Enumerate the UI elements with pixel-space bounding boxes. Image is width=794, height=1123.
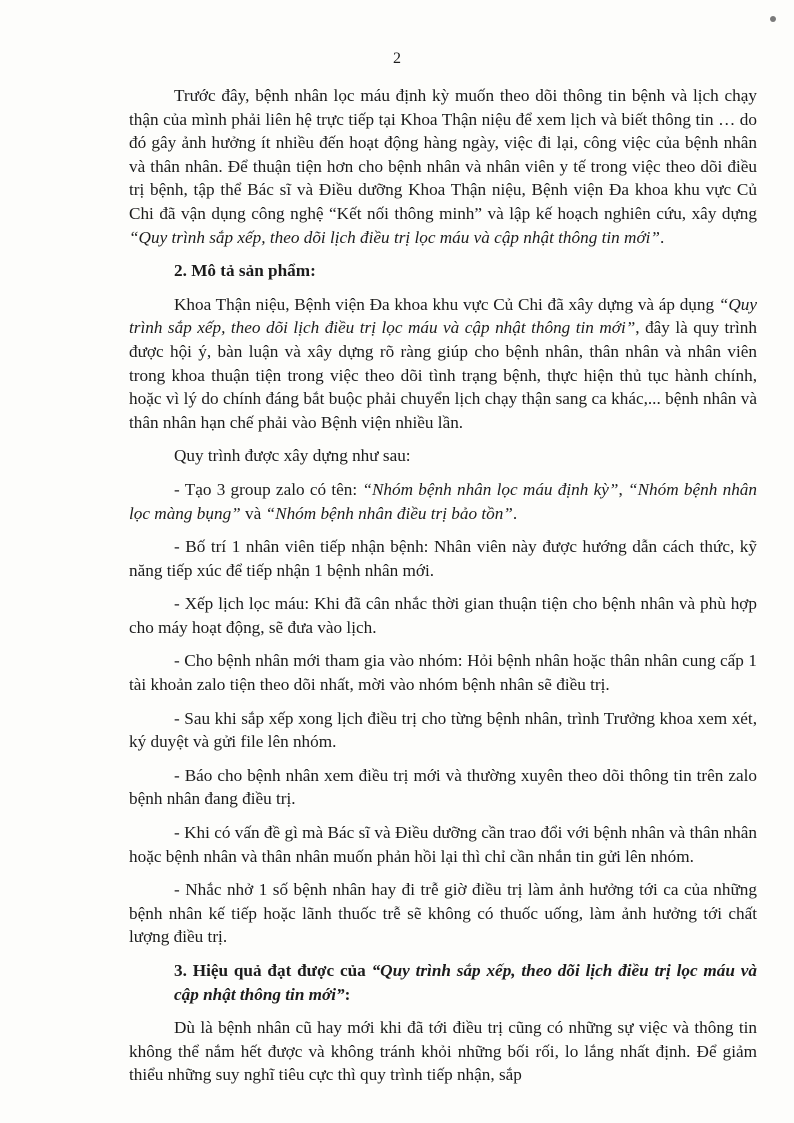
- intro-paragraph: Trước đây, bệnh nhân lọc máu định kỳ muốn theo dõi thông tin bệnh và lịch chạy thận của mình phải liên hệ trực tiếp tại Khoa Thận niệu để xem lịch và biết thông tin … do đó gây ảnh hưởng ít nhiều đến hoạt động hàng ngày, việc đi lại, công việc của bệnh nhân và thân nhân. Để thuận tiện hơn cho bệnh nhân và nhân viên y tế trong việc theo dõi điều trị bệnh, tập thể Bác sĩ và Điều dưỡng Khoa Thận niệu, Bệnh viện Đa khoa khu vực Củ Chi đã vận dụng công nghệ “Kết nối thông minh” và lập kế hoạch nghiên cứu, xây dựng “Quy trình sắp xếp, theo dõi lịch điều trị lọc máu và cập nhật thông tin mới”.: [129, 86, 757, 247]
- section-heading-product-description: 2. Mô tả sản phẩm:: [174, 261, 316, 281]
- step-create-groups: - Tạo 3 group zalo có tên: “Nhóm bệnh nhân lọc máu định kỳ”, “Nhóm bệnh nhân lọc màng bụng” và “Nhóm bệnh nhân điều trị bảo tồn”.: [129, 479, 757, 523]
- step-remind-patients: - Nhắc nhở 1 số bệnh nhân hay đi trễ giờ điều trị làm ảnh hưởng tới ca của những bệnh nhân kế tiếp hoặc lãnh thuốc trễ sẽ không có thuốc uống, làm ảnh hưởng tới chất lượng điều trị.: [129, 880, 757, 947]
- process-intro: Quy trình được xây dựng như sau:: [174, 446, 411, 466]
- step-assign-staff: - Bố trí 1 nhân viên tiếp nhận bệnh: Nhân viên này được hướng dẫn cách thức, kỹ năng tiếp xúc để tiếp nhận 1 bệnh nhân mới.: [129, 537, 757, 580]
- results-paragraph: Dù là bệnh nhân cũ hay mới khi đã tới điều trị cũng có những sự việc và thông tin không thể nắm hết được và không tránh khỏi những bối rối, lo lắng nhất định. Để giảm thiểu những suy nghĩ tiêu cực thì quy trình tiếp nhận, sắp: [129, 1018, 757, 1085]
- product-description-paragraph: Khoa Thận niệu, Bệnh viện Đa khoa khu vực Củ Chi đã xây dựng và áp dụng “Quy trình sắp xếp, theo dõi lịch điều trị lọc máu và cập nhật thông tin mới”, đây là quy trình được hội ý, bàn luận và xây dựng rõ ràng giúp cho bệnh nhân, thân nhân và nhân viên trong khoa thuận tiện trong việc theo dõi tình trạng bệnh, thực hiện thủ tục hành chính, hoặc vì lý do chính đáng bắt buộc phải chuyển lịch chạy thận sang ca khác,... bệnh nhân và thân nhân hạn chế phải vào Bệnh viện nhiều lần.: [129, 294, 757, 432]
- scan-mark: [770, 16, 776, 22]
- step-approve-schedule: - Sau khi sắp xếp xong lịch điều trị cho từng bệnh nhân, trình Trưởng khoa xem xét, ký duyệt và gửi file lên nhóm.: [129, 708, 757, 752]
- step-group-messaging: - Khi có vấn đề gì mà Bác sĩ và Điều dưỡng cần trao đổi với bệnh nhân và thân nhân hoặc bệnh nhân và thân nhân muốn phản hồi lại thì chỉ cần nhắn tin gửi lên nhóm.: [129, 823, 757, 866]
- document-body: [129, 84, 757, 1087]
- section-heading-results: 3. Hiệu quả đạt được của “Quy trình sắp xếp, theo dõi lịch điều trị lọc máu và cập nhật thông tin mới”:: [174, 961, 757, 1004]
- step-notify-patients: - Báo cho bệnh nhân xem điều trị mới và thường xuyên theo dõi thông tin trên zalo bệnh nhân đang điều trị.: [129, 765, 757, 809]
- step-schedule-dialysis: - Xếp lịch lọc máu: Khi đã cân nhắc thời gian thuận tiện cho bệnh nhân và phù hợp cho máy hoạt động, sẽ đưa vào lịch.: [129, 594, 757, 637]
- step-add-to-group: - Cho bệnh nhân mới tham gia vào nhóm: Hỏi bệnh nhân hoặc thân nhân cung cấp 1 tài khoản zalo tiện theo dõi nhất, mời vào nhóm bệnh nhân sẽ điều trị.: [129, 651, 757, 695]
- page-number: 2: [393, 50, 401, 67]
